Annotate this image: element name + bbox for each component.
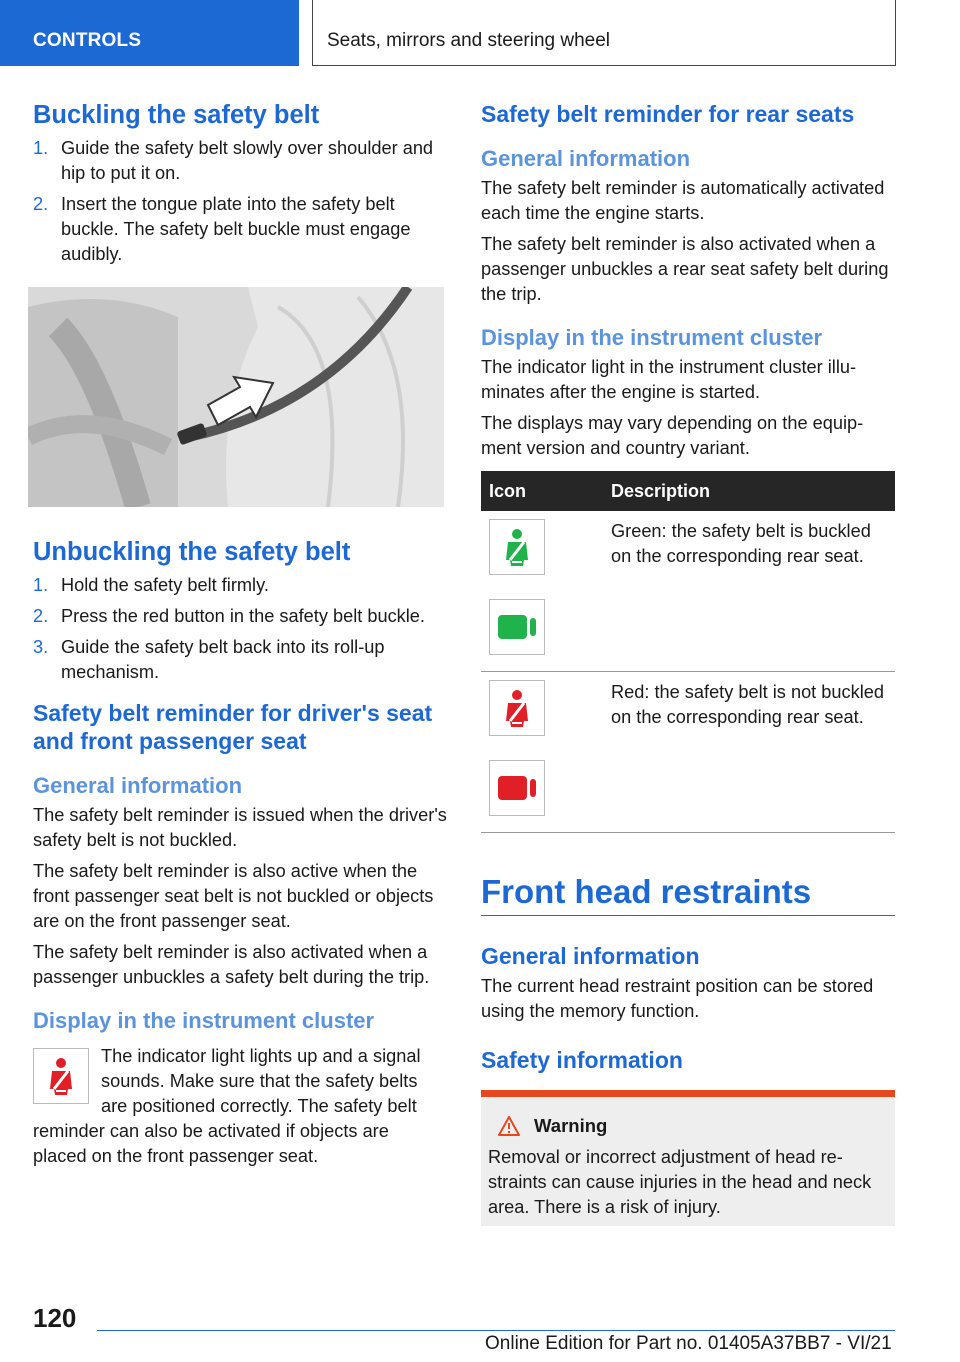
general-info-heading: General information xyxy=(481,943,700,969)
unbuckling-heading: Unbuckling the safety belt xyxy=(33,538,351,566)
paragraph: The displays may vary depending on the equipment version and country variant. xyxy=(481,413,864,458)
buckling-steps xyxy=(33,136,447,267)
page-number: 120 xyxy=(33,1303,77,1333)
display-block xyxy=(33,1044,447,1169)
paragraph: The indicator light lights up and a signal sounds. Make sure that the safety belts are positioned correctly. The safety belt reminder can also be activated if objects are placed on the front passenger seat. xyxy=(33,1046,421,1166)
paragraph: The safety belt reminder is also active when the front passenger seat belt is not buckled or objects are on the front passenger seat. xyxy=(33,861,434,931)
safety-info-heading: Safety information xyxy=(481,1047,683,1073)
general-info-heading: General information xyxy=(481,146,691,171)
chapter-label: Seats, mirrors and steering wheel xyxy=(312,0,896,66)
list-item: 2. Insert the tongue plate into the safety belt buckle. The safety belt buckle must engage audibly. xyxy=(33,194,411,264)
paragraph: The safety belt reminder is automatically activated each time the engine starts. xyxy=(481,178,885,223)
seatbelt-green-icon xyxy=(489,519,545,575)
list-item: 1. Hold the safety belt firmly. xyxy=(33,575,269,595)
seat-indicator-red-icon xyxy=(489,760,545,816)
left-column xyxy=(33,100,447,1169)
column-header-description: Description xyxy=(603,471,895,511)
paragraph: The indicator light in the instrument cluster illuminates after the engine is started. xyxy=(481,357,857,402)
description-cell: Green: the safety belt is buckled on the corresponding rear seat. xyxy=(603,511,895,672)
unbuckling-steps xyxy=(33,573,447,685)
footer-divider xyxy=(97,1330,895,1331)
display-heading: Display in the instrument cluster xyxy=(481,325,823,350)
indicator-table xyxy=(481,471,895,833)
reminder-front-heading: Safety belt reminder for driver's seat and front passenger seat xyxy=(33,700,433,754)
warning-text: Removal or incorrect adjustment of head restraints can cause injuries in the head and neck area. There is a risk of injury. xyxy=(488,1147,872,1217)
seatbelt-red-icon xyxy=(489,680,545,736)
column-header-icon: Icon xyxy=(481,471,603,511)
table-row xyxy=(481,672,895,833)
general-info-heading: General information xyxy=(33,773,243,798)
warning-triangle-icon xyxy=(498,1116,520,1136)
icon-cell xyxy=(481,511,603,672)
section-label: CONTROLS xyxy=(0,0,299,66)
table-row xyxy=(481,511,895,672)
reminder-rear-heading: Safety belt reminder for rear seats xyxy=(481,101,855,127)
table-header xyxy=(481,471,895,511)
footer-edition: Online Edition for Part no. 01405A37BB7 - VI/21 xyxy=(485,1333,892,1354)
list-item: 3. Guide the safety belt back into its roll-up mechanism. xyxy=(33,637,385,682)
description-cell: Red: the safety belt is not buckled on the corresponding rear seat. xyxy=(603,672,895,833)
warning-title: Warning xyxy=(498,1115,889,1137)
seatbelt-icon xyxy=(33,1048,89,1104)
seat-illustration xyxy=(28,287,444,507)
paragraph: The current head restraint position can be stored using the memory function. xyxy=(481,976,874,1021)
paragraph: The safety belt reminder is also activated when a passenger unbuckles a rear seat safety belt during the trip. xyxy=(481,234,889,304)
list-item: 1. Guide the safety belt slowly over shoulder and hip to put it on. xyxy=(33,138,434,183)
right-column xyxy=(481,100,895,1226)
display-heading: Display in the instrument cluster xyxy=(33,1008,375,1033)
icon-cell xyxy=(481,672,603,833)
seatbelt-buckle-photo xyxy=(28,287,444,507)
paragraph: The safety belt reminder is issued when the driver's safety belt is not buckled. xyxy=(33,805,447,850)
head-restraints-heading: Front head restraints xyxy=(481,873,895,916)
buckling-heading: Buckling the safety belt xyxy=(33,101,320,129)
seat-indicator-green-icon xyxy=(489,599,545,655)
page-header xyxy=(0,0,960,66)
paragraph: The safety belt reminder is also activated when a passenger unbuckles a safety belt during the trip. xyxy=(33,942,430,987)
list-item: 2. Press the red button in the safety belt buckle. xyxy=(33,606,425,626)
warning-box xyxy=(481,1090,895,1226)
